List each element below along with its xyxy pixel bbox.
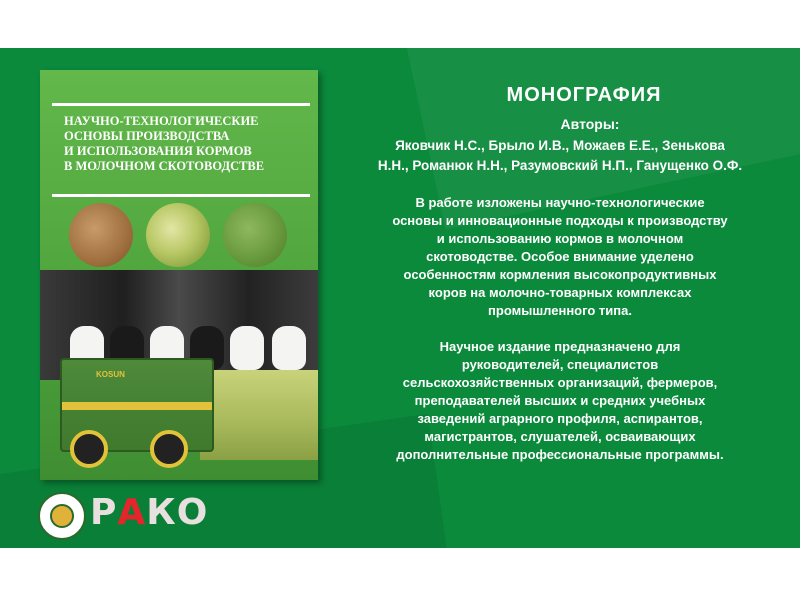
cow-head	[230, 326, 264, 370]
audience-line: сельскохозяйственных организаций, фермеров,	[402, 375, 718, 390]
monograph-heading: МОНОГРАФИЯ	[506, 84, 662, 106]
description-line: В работе изложены научно-технологические	[415, 195, 705, 210]
wheel-icon	[150, 430, 188, 468]
grain-photo-circle	[69, 203, 133, 267]
silage-photo-circle	[146, 203, 210, 267]
description-line: особенностям кормления высокопродуктивных	[403, 267, 717, 282]
cover-title-line: НАУЧНО-ТЕХНОЛОГИЧЕСКИЕ	[64, 114, 259, 128]
authors-label: Авторы:	[560, 116, 620, 132]
audience-line: преподавателей высших и средних учебных	[414, 393, 706, 408]
authors-line: Н.Н., Романюк Н.Н., Разумовский Н.П., Ганущенко О.Ф.	[377, 158, 743, 173]
book-cover	[40, 70, 318, 480]
brand-logo	[90, 490, 209, 540]
cow-head	[272, 326, 306, 370]
description-line: промышленного типа.	[488, 303, 632, 318]
brand-logo-text: РАКО	[90, 492, 209, 533]
audience-line: заведений аграрного профиля, аспирантов,	[417, 411, 703, 426]
cover-rule-top	[52, 103, 310, 106]
university-seal-logo	[38, 492, 86, 540]
seal-emblem-icon	[50, 504, 74, 528]
audience-paragraph	[340, 338, 780, 464]
audience-line: руководителей, специалистов	[461, 357, 659, 372]
description-paragraph	[340, 194, 780, 320]
wheel-icon	[70, 430, 108, 468]
authors-line: Яковчик Н.С., Брыло И.В., Можаев Е.Е., Зенькова	[395, 138, 725, 153]
cover-title	[64, 114, 314, 174]
grass-photo-circle	[223, 203, 287, 267]
authors-list	[340, 136, 780, 176]
hay-bale	[200, 370, 318, 460]
description-line: коров на молочно-товарных комплексах	[428, 285, 692, 300]
mixer-stripe	[62, 402, 212, 410]
description-line: скотоводстве. Особое внимание уделено	[426, 249, 694, 264]
info-panel	[340, 84, 780, 464]
cover-title-line: ОСНОВЫ ПРОИЗВОДСТВА	[64, 129, 230, 143]
cover-title-line: И ИСПОЛЬЗОВАНИЯ КОРМОВ	[64, 144, 252, 158]
mixer-label: KOSUN	[96, 370, 125, 379]
audience-line: Научное издание предназначено для	[439, 339, 681, 354]
cover-title-line: В МОЛОЧНОМ СКОТОВОДСТВЕ	[64, 159, 265, 173]
description-line: и использованию кормов в молочном	[436, 231, 684, 246]
cover-rule-bottom	[52, 194, 310, 197]
audience-line: дополнительные профессиональные программы.	[396, 447, 724, 462]
audience-line: магистрантов, слушателей, осваивающих	[424, 429, 696, 444]
description-line: основы и инновационные подходы к производству	[392, 213, 728, 228]
